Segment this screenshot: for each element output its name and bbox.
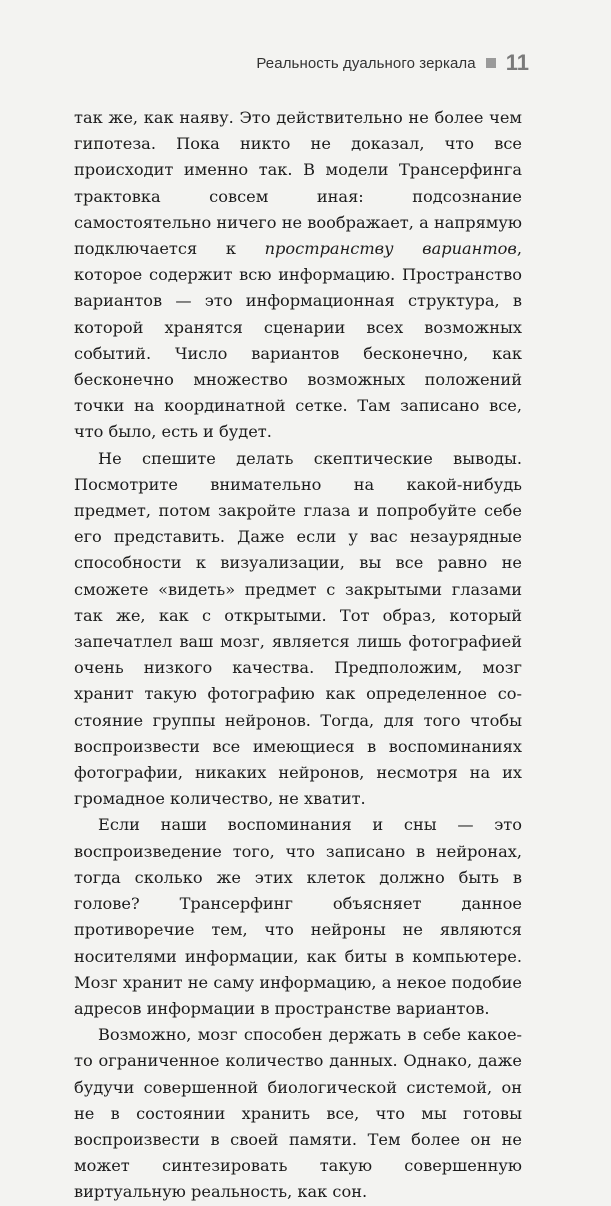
- paragraph-3: [74, 812, 522, 1022]
- paragraph-1-emphasis: пространству вариантов: [264, 239, 517, 259]
- paragraph-3-text: Если наши воспоминания и сны — это воспроизведение того, что записано в нейронах, тогда сколько же этих клеток должно быть в голове? Трансерфинг объясняет данное противоречие тем, что нейроны не являются носителями информации, как биты в компьютере. Мозг хранит не саму информацию, а некое подобие адресов информации в пространстве вариантов.: [74, 815, 522, 1018]
- page-number: 11: [505, 50, 529, 75]
- paragraph-4-text: Возможно, мозг способен держать в себе какое-то ограниченное количество данных. Однако, даже будучи совершенной биологической системой, он не в состоянии хранить все, что мы готовы воспроизвести в своей памяти. Тем более он не может синтезировать такую совершенную виртуальную реальность, как сон.: [74, 1025, 522, 1202]
- paragraph-4: [74, 1022, 522, 1205]
- paragraph-1: [74, 105, 522, 446]
- running-header: [256, 50, 529, 76]
- paragraph-1-text-b: , которое содержит всю информацию. Пространство вариантов — это информационная структура, в которой хранятся сценарии всех возможных событий. Число вариантов бесконечно, как бесконечно множество возможных положений точки на координатной сетке. Там записано все, что было, есть и будет.: [74, 239, 522, 442]
- square-icon: [486, 58, 496, 68]
- body-text: [74, 105, 522, 1206]
- paragraph-1-text-a: так же, как наяву. Это действительно не более чем гипотеза. Пока никто не доказал, что все происходит именно так. В модели Трансерфинга трактовка совсем иная: подсознание самостоятельно ничего не воображает, а напрямую подключается к: [74, 108, 522, 259]
- paragraph-2-text: Не спешите делать скептические выводы. Посмотрите внимательно на какой-нибудь предмет, потом закройте глаза и попробуйте себе его представить. Даже если у вас незаурядные способности к визуализации, вы все равно не сможете «видеть» предмет с закрытыми глазами так же, как с открытыми. Тот образ, который запечатлел ваш мозг, является лишь фотографией очень низкого качества. Предположим, мозг хранит такую фотографию как определенное состояние группы нейронов. Тогда, для того чтобы воспроизвести все имеющиеся в воспоминаниях фотографии, никаких нейронов, несмотря на их громадное количество, не хватит.: [74, 448, 522, 809]
- paragraph-2: [74, 446, 522, 813]
- running-header-title: Реальность дуального зеркала: [256, 54, 476, 72]
